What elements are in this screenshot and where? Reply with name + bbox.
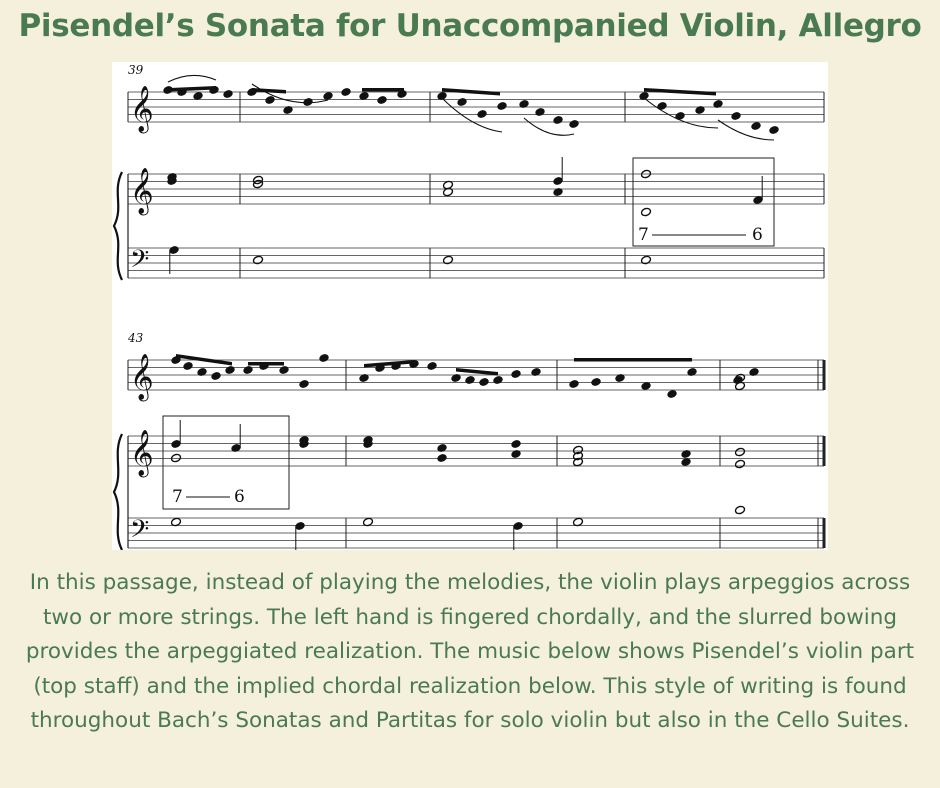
figure-6-system1: 6 bbox=[752, 225, 763, 245]
note-head bbox=[223, 89, 234, 99]
note-head bbox=[511, 369, 522, 379]
note-head bbox=[591, 377, 602, 387]
caption-text: In this passage, instead of playing the melodies, the violin plays arpeggios across two or more strings. The left hand is fingered chordally, and the slurred bowing provides the arpeggiated realization. The music below shows Pisendel’s violin part (top staff) and the implied chordal realization below. This style of writing is found throughout Bach’s Sonatas and Partitas for solo violin but also in the Cello Suites. bbox=[25, 570, 915, 733]
brace bbox=[114, 434, 122, 550]
measure-number-43: 43 bbox=[128, 331, 144, 345]
measure-number-39: 39 bbox=[128, 63, 144, 77]
treble-clef: 𝄞 bbox=[130, 354, 154, 400]
bass-clef: 𝄢 bbox=[130, 515, 150, 550]
beam bbox=[364, 360, 414, 368]
brace bbox=[114, 172, 122, 280]
note-head bbox=[569, 119, 580, 129]
figure-7-system1: 7 bbox=[638, 225, 649, 245]
note-head bbox=[735, 447, 746, 457]
note-head bbox=[675, 111, 686, 121]
note-head bbox=[377, 95, 388, 105]
figure-6-system2: 6 bbox=[234, 487, 245, 507]
treble-clef: 𝄞 bbox=[130, 168, 154, 214]
note-head bbox=[265, 95, 276, 105]
note-head bbox=[211, 371, 222, 381]
note-head bbox=[279, 365, 290, 375]
slur bbox=[252, 84, 328, 103]
beam bbox=[644, 88, 716, 96]
note-head bbox=[535, 107, 546, 117]
note-head bbox=[553, 115, 564, 125]
slur bbox=[168, 75, 216, 82]
beam bbox=[574, 358, 692, 362]
note-head bbox=[731, 111, 742, 121]
note-head bbox=[511, 439, 522, 449]
note-head bbox=[569, 379, 580, 389]
beam bbox=[248, 362, 284, 366]
beam bbox=[442, 88, 500, 96]
note-head bbox=[243, 365, 254, 375]
note-head bbox=[769, 125, 780, 135]
note-head bbox=[303, 97, 314, 107]
slur bbox=[524, 118, 574, 135]
note-head bbox=[465, 375, 476, 385]
note-head bbox=[735, 505, 746, 515]
note-head bbox=[735, 459, 746, 469]
note-head bbox=[751, 121, 762, 131]
note-head bbox=[477, 109, 488, 119]
note-head bbox=[657, 101, 668, 111]
note-head bbox=[341, 87, 352, 97]
note-head bbox=[427, 361, 438, 371]
note-head bbox=[493, 375, 504, 385]
note-head bbox=[457, 97, 468, 107]
slur bbox=[718, 120, 774, 140]
treble-clef: 𝄞 bbox=[130, 430, 154, 476]
note-head bbox=[437, 453, 448, 463]
note-head bbox=[225, 365, 236, 375]
treble-clef: 𝄞 bbox=[130, 86, 154, 132]
note-head bbox=[497, 101, 508, 111]
beam bbox=[170, 86, 216, 92]
note-head bbox=[299, 379, 310, 389]
note-head bbox=[479, 377, 490, 387]
figure-7-system2: 7 bbox=[172, 487, 183, 507]
music-score bbox=[112, 62, 828, 550]
beam bbox=[252, 88, 286, 94]
slur bbox=[442, 98, 502, 132]
bass-clef: 𝄢 bbox=[130, 245, 150, 280]
note-head bbox=[667, 389, 678, 399]
beam bbox=[456, 368, 498, 376]
score-svg bbox=[112, 62, 828, 550]
beam bbox=[362, 88, 404, 92]
note-head bbox=[171, 453, 182, 463]
note-head bbox=[319, 353, 330, 363]
page-title: Pisendel’s Sonata for Unaccompanied Violin, Allegro bbox=[18, 8, 922, 44]
note-head bbox=[641, 207, 652, 217]
note-head bbox=[183, 361, 194, 371]
